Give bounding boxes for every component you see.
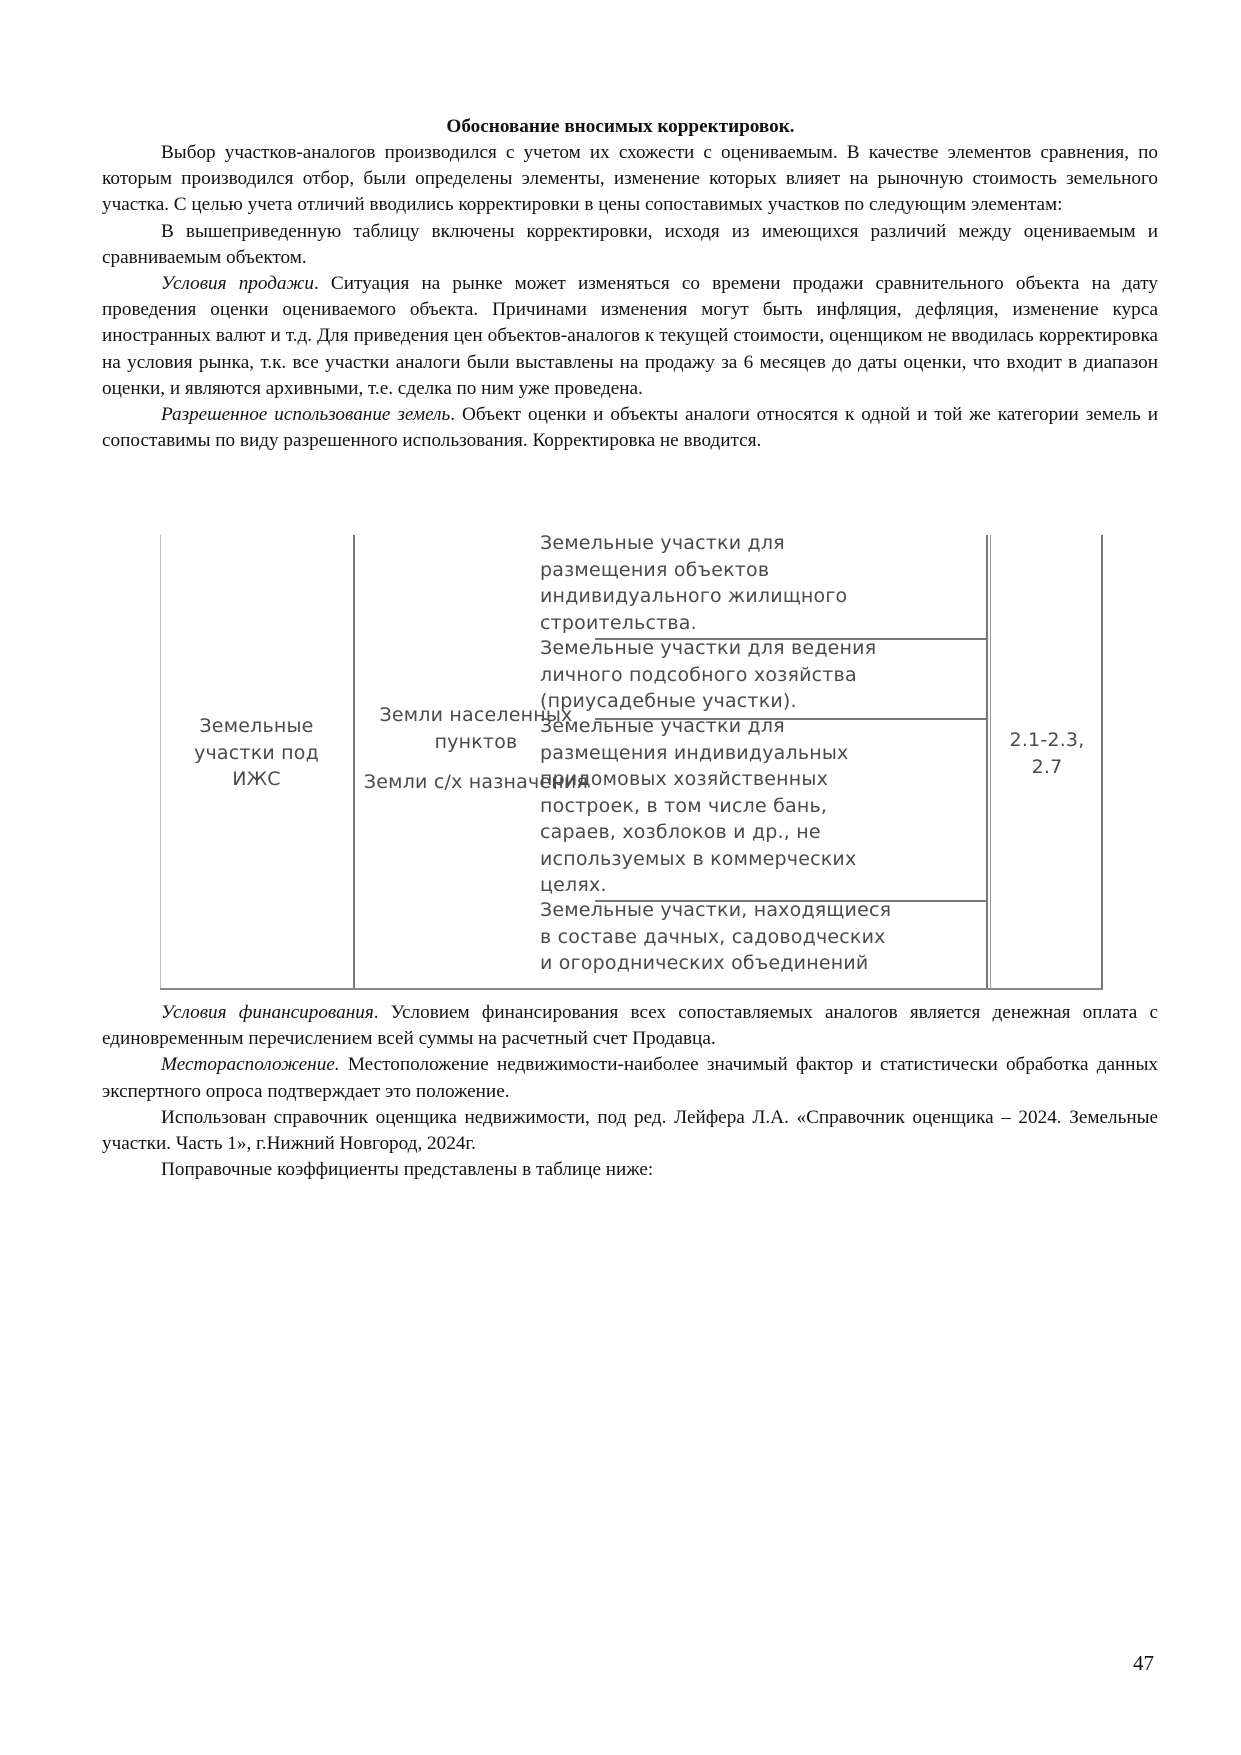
cell-vri-codes: 2.1-2.3, 2.7	[1009, 729, 1085, 778]
section-heading: Обоснование вносимых корректировок.	[446, 116, 795, 137]
body-text-lower	[102, 1000, 1158, 1183]
paragraph-permitted-use: Разрешенное использование земель. Объект оценки и объекты аналоги относятся к одной и той же категории земель и сопоставимы по виду разрешенного использования. Корректировка не вводится.	[102, 404, 1158, 452]
cell-use-lph: Земельные участки для ведения личного подсобного хозяйства (приусадебные участки).	[540, 637, 877, 712]
page-number: 47	[1133, 1651, 1154, 1675]
cell-use-outbuildings: Земельные участки для размещения индивидуальных придомовых хозяйственных построек, в том числе бань, сараев, хозблоков и др., не используемых в коммерческих целях.	[540, 715, 857, 896]
paragraph-sale-conditions: Условия продажи. Ситуация на рынке может изменяться со времени продажи сравнительного объекта на дату проведения оценки оцениваемого объекта. Причинами изменения могут быть инфляция, дефляция, изменение курса иностранных валют и т.д. Для приведения цен объектов-аналогов к текущей стоимости, оценщиком не вводилась корректировка на условия рынка, т.к. все участки аналоги были выставлены на продажу за 6 месяцев до даты оценки, что входит в диапазон оценки, и являются архивными, т.е. сделка по ним уже проведена.	[102, 273, 1159, 399]
paragraph-financing: Условия финансирования. Условием финансирования всех сопоставляемых аналогов является денежная оплата с единовременным перечислением всей суммы на расчетный счет Продавца.	[102, 1002, 1158, 1050]
cell-use-dacha: Земельные участки, находящиеся в составе дачных, садоводческих и огороднических объединений	[540, 899, 892, 974]
cell-use-ijs: Земельные участки для размещения объектов индивидуального жилищного строительства.	[540, 532, 848, 634]
paragraph-reference-book: Использован справочник оценщика недвижимости, под ред. Лейфера Л.А. «Справочник оценщика – 2024. Земельные участки. Часть 1», г.Нижний Новгород, 2024г.	[102, 1106, 1158, 1155]
paragraph-table-included: В вышеприведенную таблицу включены корректировки, исходя из имеющихся различий между оцениваемым и сравниваемым объектом.	[102, 220, 1158, 268]
cell-land-type: Земельные участки под ИЖС	[194, 715, 319, 790]
cell-land-category: Земли населенных пунктов Земли с/х назначения	[363, 704, 589, 793]
lead-financing: Условия финансирования	[161, 1002, 374, 1023]
paragraph-location: Месторасположение. Местоположение недвижимости-наиболее значимый фактор и статистически обработка данных экспертного опроса подтверждает это положение.	[102, 1054, 1158, 1102]
lead-location: Месторасположение.	[161, 1054, 340, 1076]
paragraph-analog-selection: Выбор участков-аналогов производился с учетом их схожести с оцениваемым. В качестве элементов сравнения, по которым производился отбор, были определены элементы, изменение которых влияет на рыночную стоимость земельного участка. С целью учета отличий вводились корректировки в цены сопоставимых участков по следующим элементам:	[102, 142, 1158, 216]
body-text-upper	[102, 140, 1158, 454]
land-use-table-image	[160, 532, 1102, 990]
lead-permitted-use: Разрешенное использование земель	[161, 404, 451, 426]
lead-sale-conditions: Условия продажи	[161, 273, 314, 295]
paragraph-coefficients: Поправочные коэффициенты представлены в таблице ниже:	[161, 1159, 654, 1181]
